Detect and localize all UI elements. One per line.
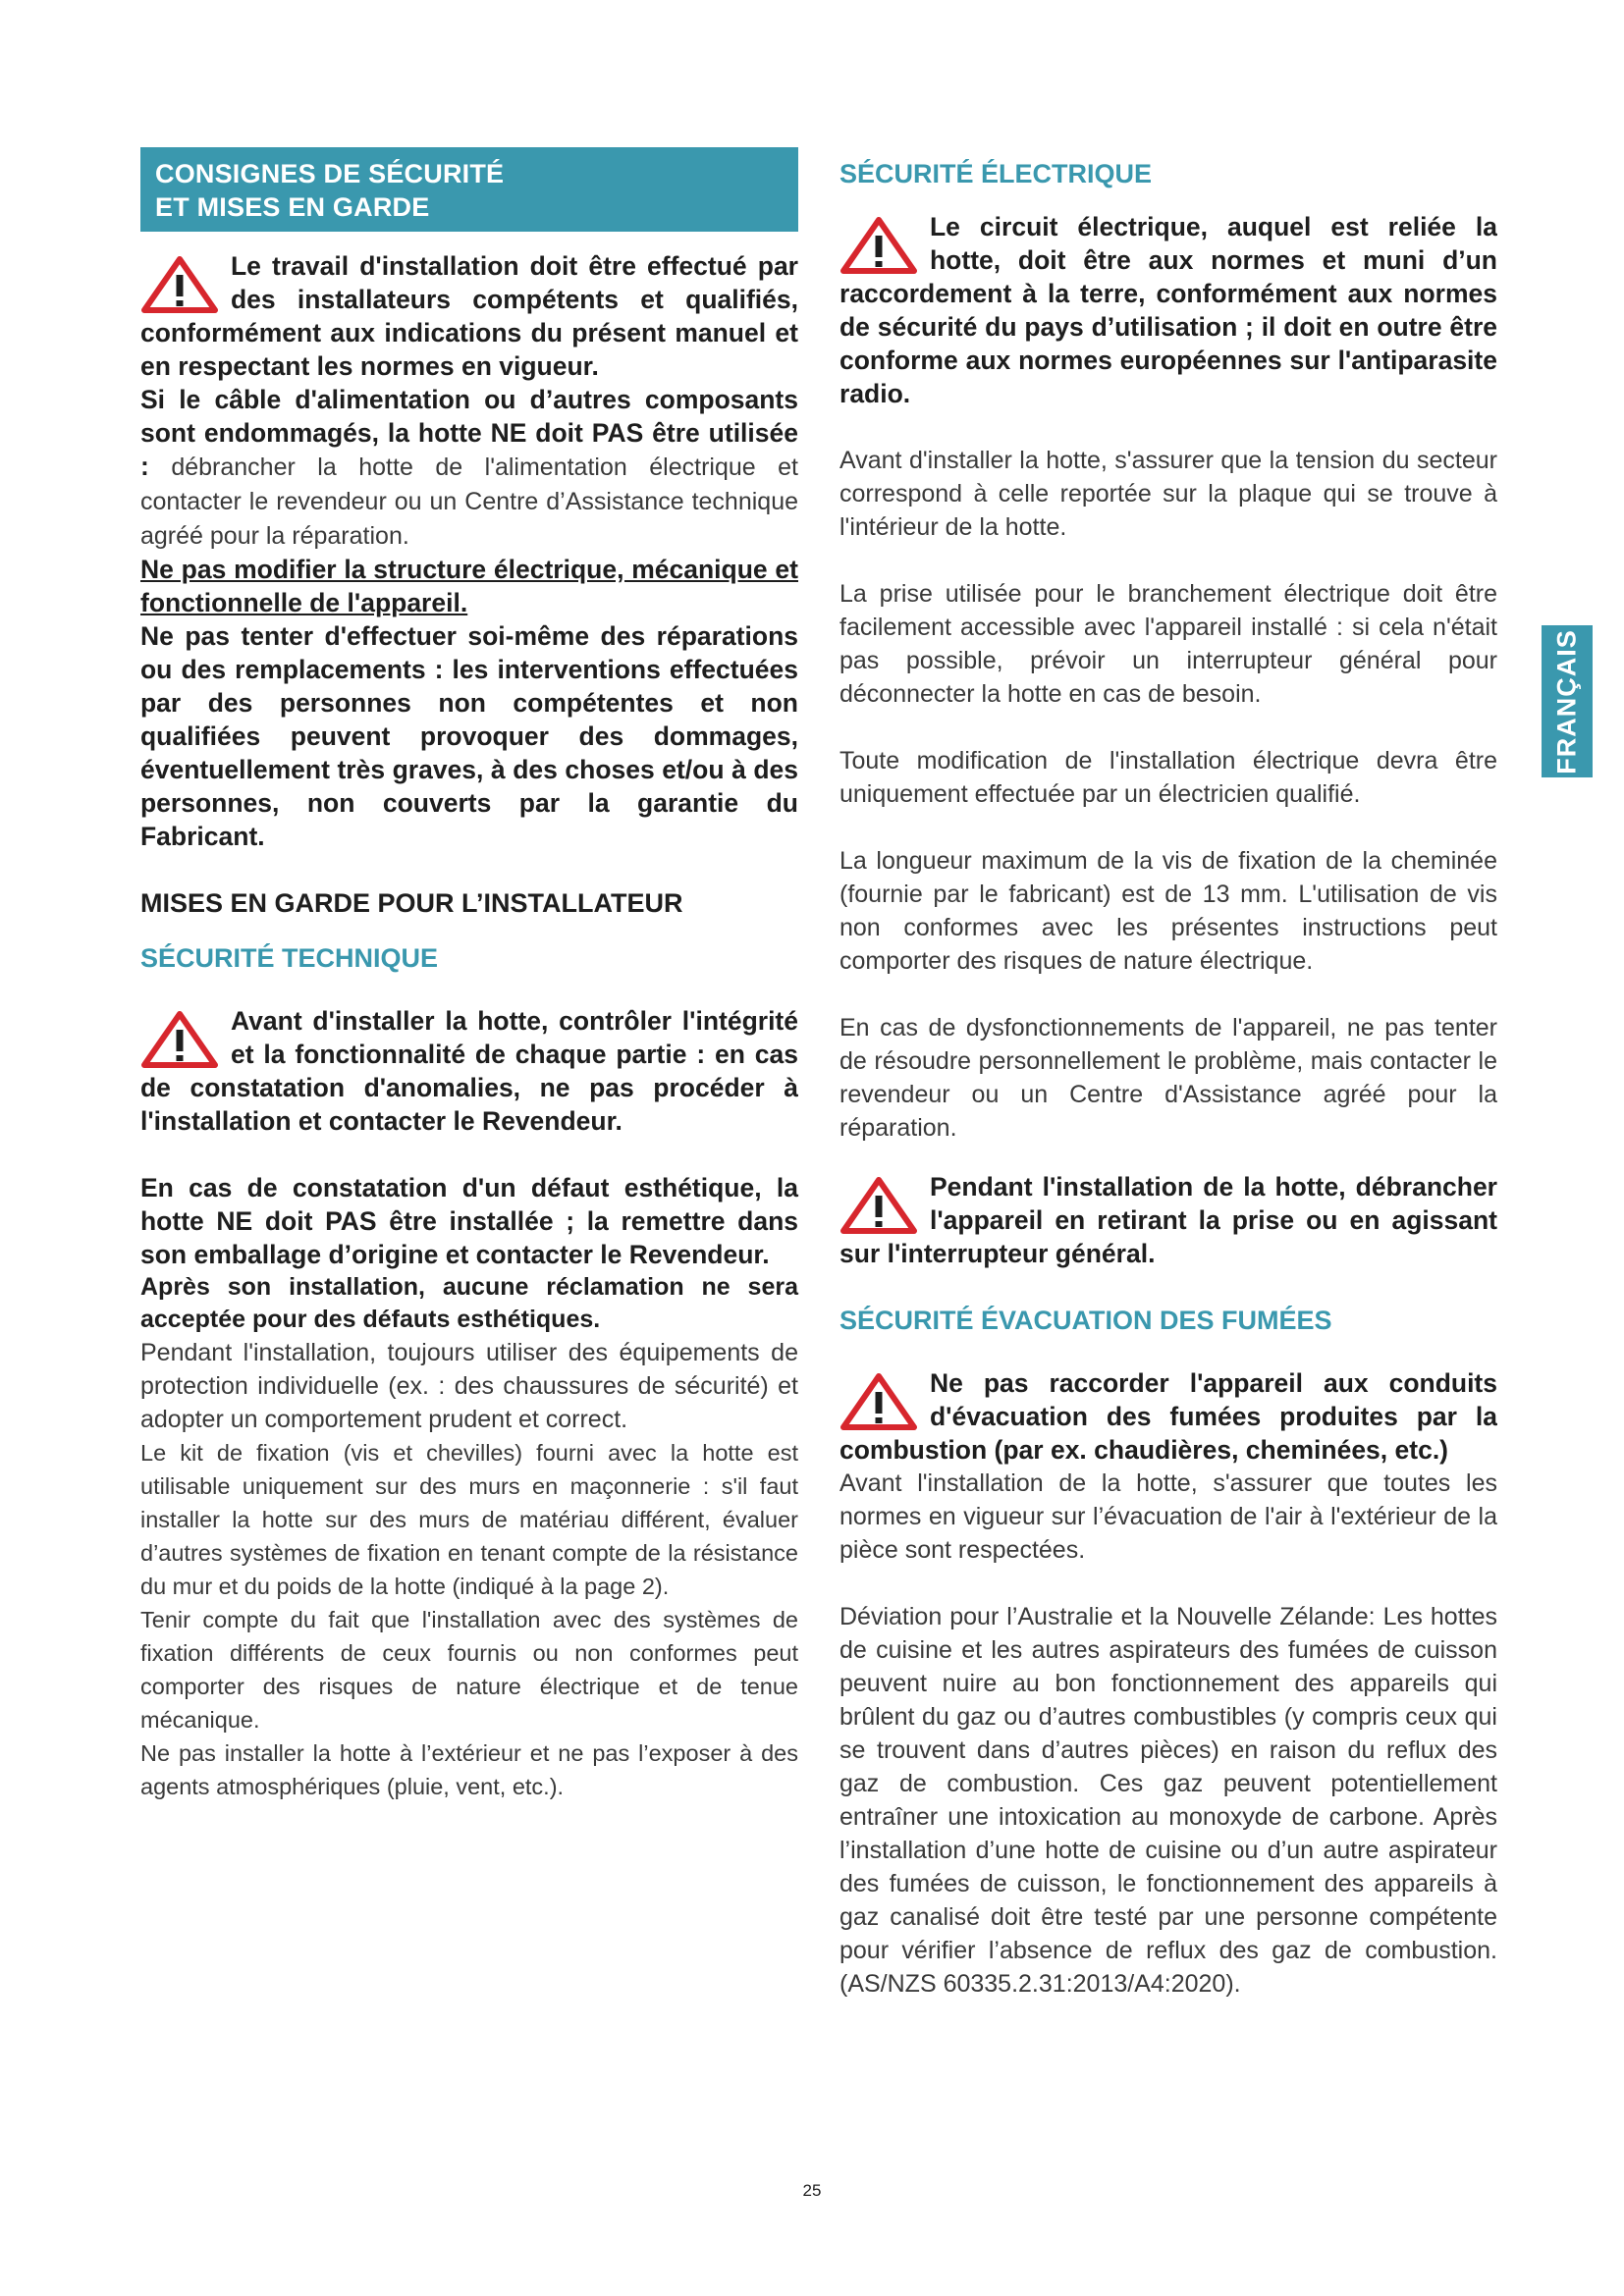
warning-block-circuit [839, 210, 1497, 410]
cable-damage-bold: Si le câble d'alimentation ou d’autres composants sont endommagés, la hotte NE doit PAS être utilisée : [140, 385, 798, 481]
technical-safety-title: SÉCURITÉ TECHNIQUE [140, 943, 439, 973]
installer-warnings-heading: MISES EN GARDE POUR L’INSTALLATEUR [140, 888, 683, 918]
malfunction-text: En cas de dysfonctionnements de l'appareil, ne pas tenter de résoudre personnellement le problème, mais contacter le revendeur ou un Centre d'Assistance agréé pour la réparation. [839, 1014, 1497, 1142]
header-line-2: ET MISES EN GARDE [155, 192, 430, 222]
language-tab-label: FRANÇAIS [1551, 628, 1582, 774]
screw-length-text: La longueur maximum de la vis de fixation de la cheminée (fournie par le fabricant) est de 13 mm. L'utilisation de vis non conformes avec les présentes instructions peut comporter des risques de nature électrique. [839, 847, 1497, 975]
warning-text-unplug: Pendant l'installation de la hotte, débrancher l'appareil en retirant la prise ou en agissant sur l'interrupteur général. [839, 1172, 1497, 1268]
cable-damage-paragraph [140, 383, 798, 553]
warning-block-flue [839, 1366, 1497, 1467]
warning-block-inspect [140, 1004, 798, 1138]
warning-triangle-icon [140, 1010, 219, 1069]
ppe-text: Pendant l'installation, toujours utiliser des équipements de protection individuelle (ex. : des chaussures de sécurité) et adopter un comportement prudent et correct. [140, 1339, 798, 1433]
cable-damage-light: débrancher la hotte de l'alimentation électrique et contacter le revendeur ou un Centre d’Assistance technique agréé pour la réparation. [140, 454, 798, 550]
warning-text-circuit: Le circuit électrique, auquel est reliée la hotte, doit être aux normes et muni d’un raccordement à la terre, conformément aux normes de sécurité du pays d’utilisation ; il doit en outre être conforme aux normes européennes sur l'antiparasite radio. [839, 212, 1497, 408]
no-claim-text: Après son installation, aucune réclamation ne sera acceptée pour des défauts esthétiques. [140, 1273, 798, 1333]
warning-triangle-icon [839, 1176, 918, 1235]
language-tab [1542, 625, 1593, 777]
warning-triangle-icon [839, 1372, 918, 1431]
warning-block-unplug [839, 1170, 1497, 1270]
other-fixing-text: Tenir compte du fait que l'installation avec des systèmes de fixation différents de ceux fournis ou non conformes peut comporter des risques de nature électrique et de tenue mécanique. [140, 1607, 798, 1733]
section-header-safety [140, 147, 798, 232]
warning-text-flue: Ne pas raccorder l'appareil aux conduits d'évacuation des fumées produites par la combustion (par ex. chaudières, cheminées, etc.) [839, 1368, 1497, 1465]
fixing-kit-text: Le kit de fixation (vis et chevilles) fourni avec la hotte est utilisable uniquement sur des murs en maçonnerie : s'il faut installer la hotte sur des murs de matériau différent, évaluer d’autres systèmes de fixation en tenant compte de la résistance du mur et du poids de la hotte (indiqué à la page 2). [140, 1440, 798, 1599]
aesthetic-defect-text: En cas de constatation d'un défaut esthétique, la hotte NE doit PAS être installée ; la remettre dans son emballage d’origine et contacter le Revendeur. [140, 1173, 798, 1269]
warning-text-installers: Le travail d'installation doit être effectué par des installateurs compétents et qualifiés, conformément aux indications du présent manuel et en respectant les normes en vigueur. [140, 251, 798, 381]
electrical-safety-title: SÉCURITÉ ÉLECTRIQUE [839, 159, 1153, 188]
right-column [839, 147, 1497, 2001]
warning-block-installers [140, 249, 798, 383]
electrician-text: Toute modification de l'installation électrique devra être uniquement effectuée par un électricien qualifié. [839, 747, 1497, 808]
air-norms-text: Avant l'installation de la hotte, s'assurer que toutes les normes en vigueur sur l’évacuation de l'air à l'extérieur de la pièce sont respectées. [839, 1469, 1497, 1564]
left-column [140, 147, 798, 1803]
header-line-1: CONSIGNES DE SÉCURITÉ [155, 159, 505, 188]
au-nz-deviation-text: Déviation pour l’Australie et la Nouvelle Zélande: Les hottes de cuisine et les autres aspirateurs des fumées de cuisson peuvent nuire au bon fonctionnement des appareils qui brûlent du gaz ou d’autres combustibles (y compris ceux qui se trouvent dans d’autres pièces) en raison du reflux des gaz de combustion. Ces gaz peuvent potentiellement entraîner une intoxication au monoxyde de carbone. Après l’installation d’une hotte de cuisine ou d’un autre aspirateur des fumées de cuisson, le fonctionnement des appareils à gaz canalisé doit être testé par une personne compétente pour vérifier l’absence de reflux des gaz de combustion. (AS/NZS 60335.2.31:2013/A4:2020). [839, 1603, 1497, 1998]
page-number: 25 [802, 2181, 822, 2200]
voltage-text: Avant d'installer la hotte, s'assurer que la tension du secteur correspond à celle reportée sur la plaque qui se trouve à l'intérieur de la hotte. [839, 447, 1497, 541]
outdoor-text: Ne pas installer la hotte à l’extérieur et ne pas l’exposer à des agents atmosphériques (pluie, vent, etc.). [140, 1740, 798, 1799]
no-repair-text: Ne pas tenter d'effectuer soi-même des réparations ou des remplacements : les interventions effectuées par des personnes non compétentes et non qualifiées peuvent provoquer des dommages, éventuellement très graves, à des choses et/ou à des personnes, non couverts par la garantie du Fabricant. [140, 621, 798, 851]
no-modify-text: Ne pas modifier la structure électrique, mécanique et fonctionnelle de l'appareil. [140, 555, 798, 617]
warning-text-inspect: Avant d'installer la hotte, contrôler l'intégrité et la fonctionnalité de chaque partie : en cas de constatation d'anomalies, ne pas procéder à l'installation et contacter le Revendeur. [140, 1006, 798, 1136]
socket-text: La prise utilisée pour le branchement électrique doit être facilement accessible avec l'appareil installé : si cela n'était pas possible, prévoir un interrupteur général pour déconnecter la hotte en cas de besoin. [839, 580, 1497, 708]
warning-triangle-icon [140, 255, 219, 314]
warning-triangle-icon [839, 216, 918, 275]
fumes-safety-title: SÉCURITÉ ÉVACUATION DES FUMÉES [839, 1306, 1332, 1335]
